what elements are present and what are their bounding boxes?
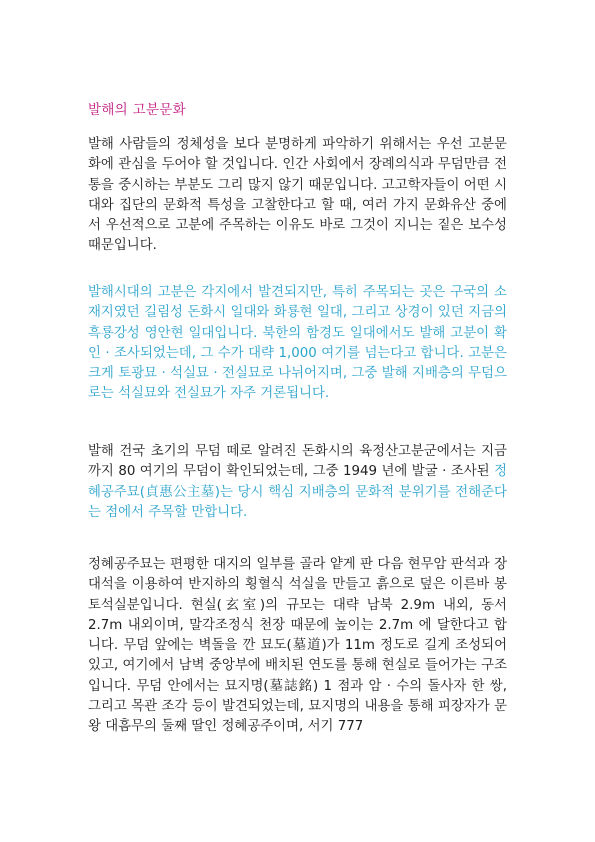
paragraph-1: 발해 사람들의 정체성을 보다 분명하게 파악하기 위해서는 우선 고분문화에 관심을 두어야 할 것입니다. 인간 사회에서 장례의식과 무덤만큼 전통을 중시하는 부분도 그리 많지 않기 때문입니다. 고고학자들이 어떤 시대와 집단의 문화적 특성을 고찰한다고 할 때, 여러 가지 문화유산 중에서 우선적으로 고분에 주목하는 이유도 바로 그것이 지니는 짙은 보수성 때문입니다. — [88, 137, 507, 254]
paragraph-3-text: 발해 건국 초기의 무덤 떼로 알려진 돈화시의 육정산고분군에서는 지금까지 80 여기의 무덤이 확인되었는데, 그중 1949 년에 발굴 · 조사된 — [88, 444, 507, 480]
paragraph-3 — [88, 442, 507, 523]
paragraph-3-highlight: 정혜공주묘(貞惠公主墓)는 당시 핵심 지배층의 문화적 분위기를 전해준다는 점에서 주목할 만합니다. — [88, 464, 507, 520]
paragraph-4: 정혜공주묘는 편평한 대지의 일부를 골라 얕게 판 다음 현무암 판석과 장대석을 이용하여 반지하의 횡혈식 석실을 만들고 흙으로 덮은 이른바 봉토석실분입니다. 현실(玄室)의 규모는 대략 남북 2.9m 내외, 동서 2.7m 내외이며, 말각조정식 천장 때문에 높이는 2.7m 에 달한다고 합니다. 무덤 앞에는 벽돌을 깐 묘도(墓道)가 11m 정도로 길게 조성되어 있고, 여기에서 남벽 중앙부에 배치된 연도를 통해 현실로 들어가는 구조입니다. 무덤 안에서는 묘지명(墓誌銘) 1 점과 암 · 수의 돌사자 한 쌍, 그리고 목관 조각 등이 발견되었는데, 묘지명의 내용을 통해 피장자가 문왕 대흠무의 둘째 딸인 정혜공주이며, 서기 777 — [88, 557, 507, 735]
document-title: 발해의 고분문화 — [88, 102, 186, 118]
paragraph-2: 발해시대의 고분은 각지에서 발견되지만, 특히 주목되는 곳은 구국의 소재지였던 길림성 돈화시 일대와 화룡현 일대, 그리고 상경이 있던 지금의 흑룡강성 영안현 일대입니다. 북한의 함경도 일대에서도 발해 고분이 확인 · 조사되었는데, 그 수가 대략 1,000 여기를 넘는다고 합니다. 고분은 크게 토광묘 · 석실묘 · 전실묘로 나뉘어지며, 그중 발해 지배층의 무덤으로는 석실묘와 전실묘가 자주 거론됩니다. — [88, 285, 507, 402]
